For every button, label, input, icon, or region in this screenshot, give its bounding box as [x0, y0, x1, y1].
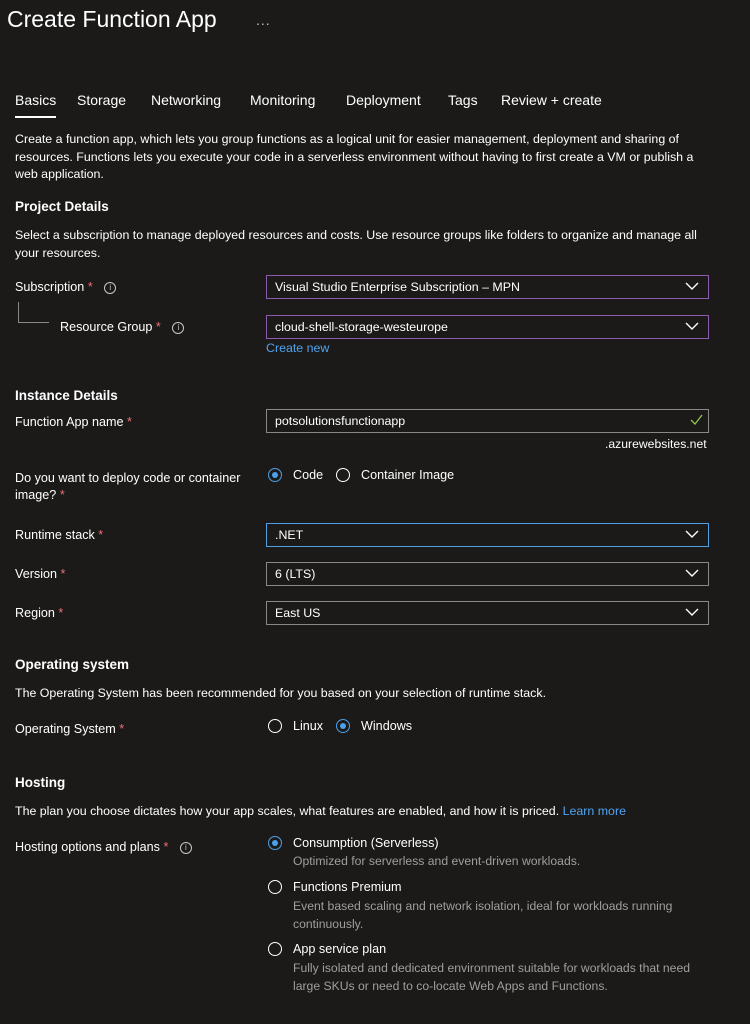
required-marker: *: [119, 722, 125, 736]
deploy-code-radio[interactable]: [268, 468, 282, 482]
os-linux-label[interactable]: Linux: [293, 719, 324, 733]
domain-suffix: .azurewebsites.net: [605, 437, 707, 451]
operating-system-description: The Operating System has been recommended for you based on your selection of runtime stack.: [15, 686, 547, 700]
instance-details-heading: Instance Details: [15, 388, 118, 403]
version-label: [15, 566, 65, 583]
hosting-options-label-text: Hosting options and plans: [15, 840, 160, 854]
subscription-label: [15, 279, 116, 296]
region-label-text: Region: [15, 606, 55, 620]
plan-consumption-radio[interactable]: [268, 836, 282, 850]
plan-app-service-radio[interactable]: [268, 942, 282, 956]
runtime-stack-label: [15, 527, 103, 544]
plan-consumption-description: Optimized for serverless and event-driven workloads.: [293, 854, 581, 868]
tab-networking[interactable]: Networking: [151, 92, 222, 108]
resource-group-label-text: Resource Group: [60, 320, 153, 334]
function-app-name-label-text: Function App name: [15, 415, 124, 429]
operating-system-label: [15, 721, 124, 738]
deploy-type-label-text: Do you want to deploy code or container image?: [15, 471, 241, 502]
subscription-value: Visual Studio Enterprise Subscription – MPN: [275, 280, 520, 294]
runtime-stack-dropdown[interactable]: [266, 523, 709, 547]
deploy-container-label[interactable]: Container Image: [361, 468, 455, 482]
resource-group-dropdown[interactable]: [266, 315, 709, 339]
tab-storage[interactable]: Storage: [77, 92, 127, 108]
plan-consumption-label[interactable]: Consumption (Serverless): [293, 836, 439, 850]
tab-review-create[interactable]: Review + create: [501, 92, 602, 108]
page-title: Create Function App: [7, 6, 217, 32]
plan-app-service-label[interactable]: App service plan: [293, 942, 387, 956]
chevron-down-icon: [685, 569, 699, 578]
hosting-heading: Hosting: [15, 775, 66, 790]
tree-connector-line: [18, 302, 19, 322]
chevron-down-icon: [685, 322, 699, 331]
resource-group-value: cloud-shell-storage-westeurope: [275, 320, 448, 334]
required-marker: *: [87, 280, 93, 294]
project-details-description: Select a subscription to manage deployed resources and costs. Use resource groups like folders to organize and manage all your resources.: [15, 228, 697, 260]
required-marker: *: [155, 320, 161, 334]
required-marker: *: [60, 567, 66, 581]
hosting-description: [15, 803, 735, 821]
function-app-name-label: [15, 414, 132, 431]
os-linux-radio[interactable]: [268, 719, 282, 733]
os-windows-label[interactable]: Windows: [361, 719, 413, 733]
required-marker: *: [59, 488, 65, 502]
version-dropdown[interactable]: [266, 562, 709, 586]
plan-premium-label[interactable]: Functions Premium: [293, 880, 402, 894]
tab-monitoring[interactable]: Monitoring: [250, 92, 316, 108]
required-marker: *: [58, 606, 64, 620]
deploy-type-label: [15, 470, 255, 504]
intro-text: Create a function app, which lets you group functions as a logical unit for easier management, deployment and sharing of resources. Functions lets you execute your code in a serverless environment without having to first create a VM or publish a web application.: [15, 132, 694, 181]
create-new-link[interactable]: Create new: [266, 341, 330, 355]
info-icon[interactable]: i: [104, 282, 116, 294]
info-icon[interactable]: i: [180, 842, 192, 854]
required-marker: *: [127, 415, 132, 429]
resource-group-label: [60, 319, 184, 336]
hosting-description-text: The plan you choose dictates how your app scales, what features are enabled, and how it is priced.: [15, 804, 560, 818]
required-marker: *: [163, 840, 169, 854]
runtime-stack-value: .NET: [275, 528, 304, 542]
project-details-heading: Project Details: [15, 199, 109, 214]
function-app-name-value: potsolutionsfunctionapp: [275, 414, 406, 428]
deploy-container-radio[interactable]: [336, 468, 350, 482]
function-app-name-input[interactable]: [266, 409, 709, 433]
region-dropdown[interactable]: [266, 601, 709, 625]
tab-tags[interactable]: Tags: [448, 92, 478, 108]
hosting-options-label: [15, 839, 192, 856]
runtime-stack-label-text: Runtime stack: [15, 528, 95, 542]
subscription-label-text: Subscription: [15, 280, 85, 294]
tab-deployment[interactable]: Deployment: [346, 92, 421, 108]
plan-app-service-description: Fully isolated and dedicated environment suitable for workloads that need large SKUs or need to co-locate Web Apps and Functions.: [293, 961, 691, 993]
deploy-code-label[interactable]: Code: [293, 468, 324, 482]
learn-more-link[interactable]: Learn more: [562, 804, 626, 818]
version-value: 6 (LTS): [275, 567, 316, 581]
chevron-down-icon: [685, 530, 699, 539]
operating-system-label-text: Operating System: [15, 722, 116, 736]
more-options-button[interactable]: ...: [256, 12, 271, 28]
checkmark-icon: [690, 414, 703, 426]
tree-connector-line: [18, 322, 49, 323]
plan-premium-radio[interactable]: [268, 880, 282, 894]
chevron-down-icon: [685, 282, 699, 291]
os-windows-radio[interactable]: [336, 719, 350, 733]
region-label: [15, 605, 63, 622]
info-icon[interactable]: i: [172, 322, 184, 334]
version-label-text: Version: [15, 567, 58, 581]
required-marker: *: [98, 528, 104, 542]
chevron-down-icon: [685, 608, 699, 617]
subscription-dropdown[interactable]: [266, 275, 709, 299]
plan-premium-description: Event based scaling and network isolation, ideal for workloads running continuously.: [293, 899, 673, 931]
operating-system-heading: Operating system: [15, 657, 130, 672]
tab-basics[interactable]: Basics: [15, 92, 57, 108]
region-value: East US: [275, 606, 321, 620]
